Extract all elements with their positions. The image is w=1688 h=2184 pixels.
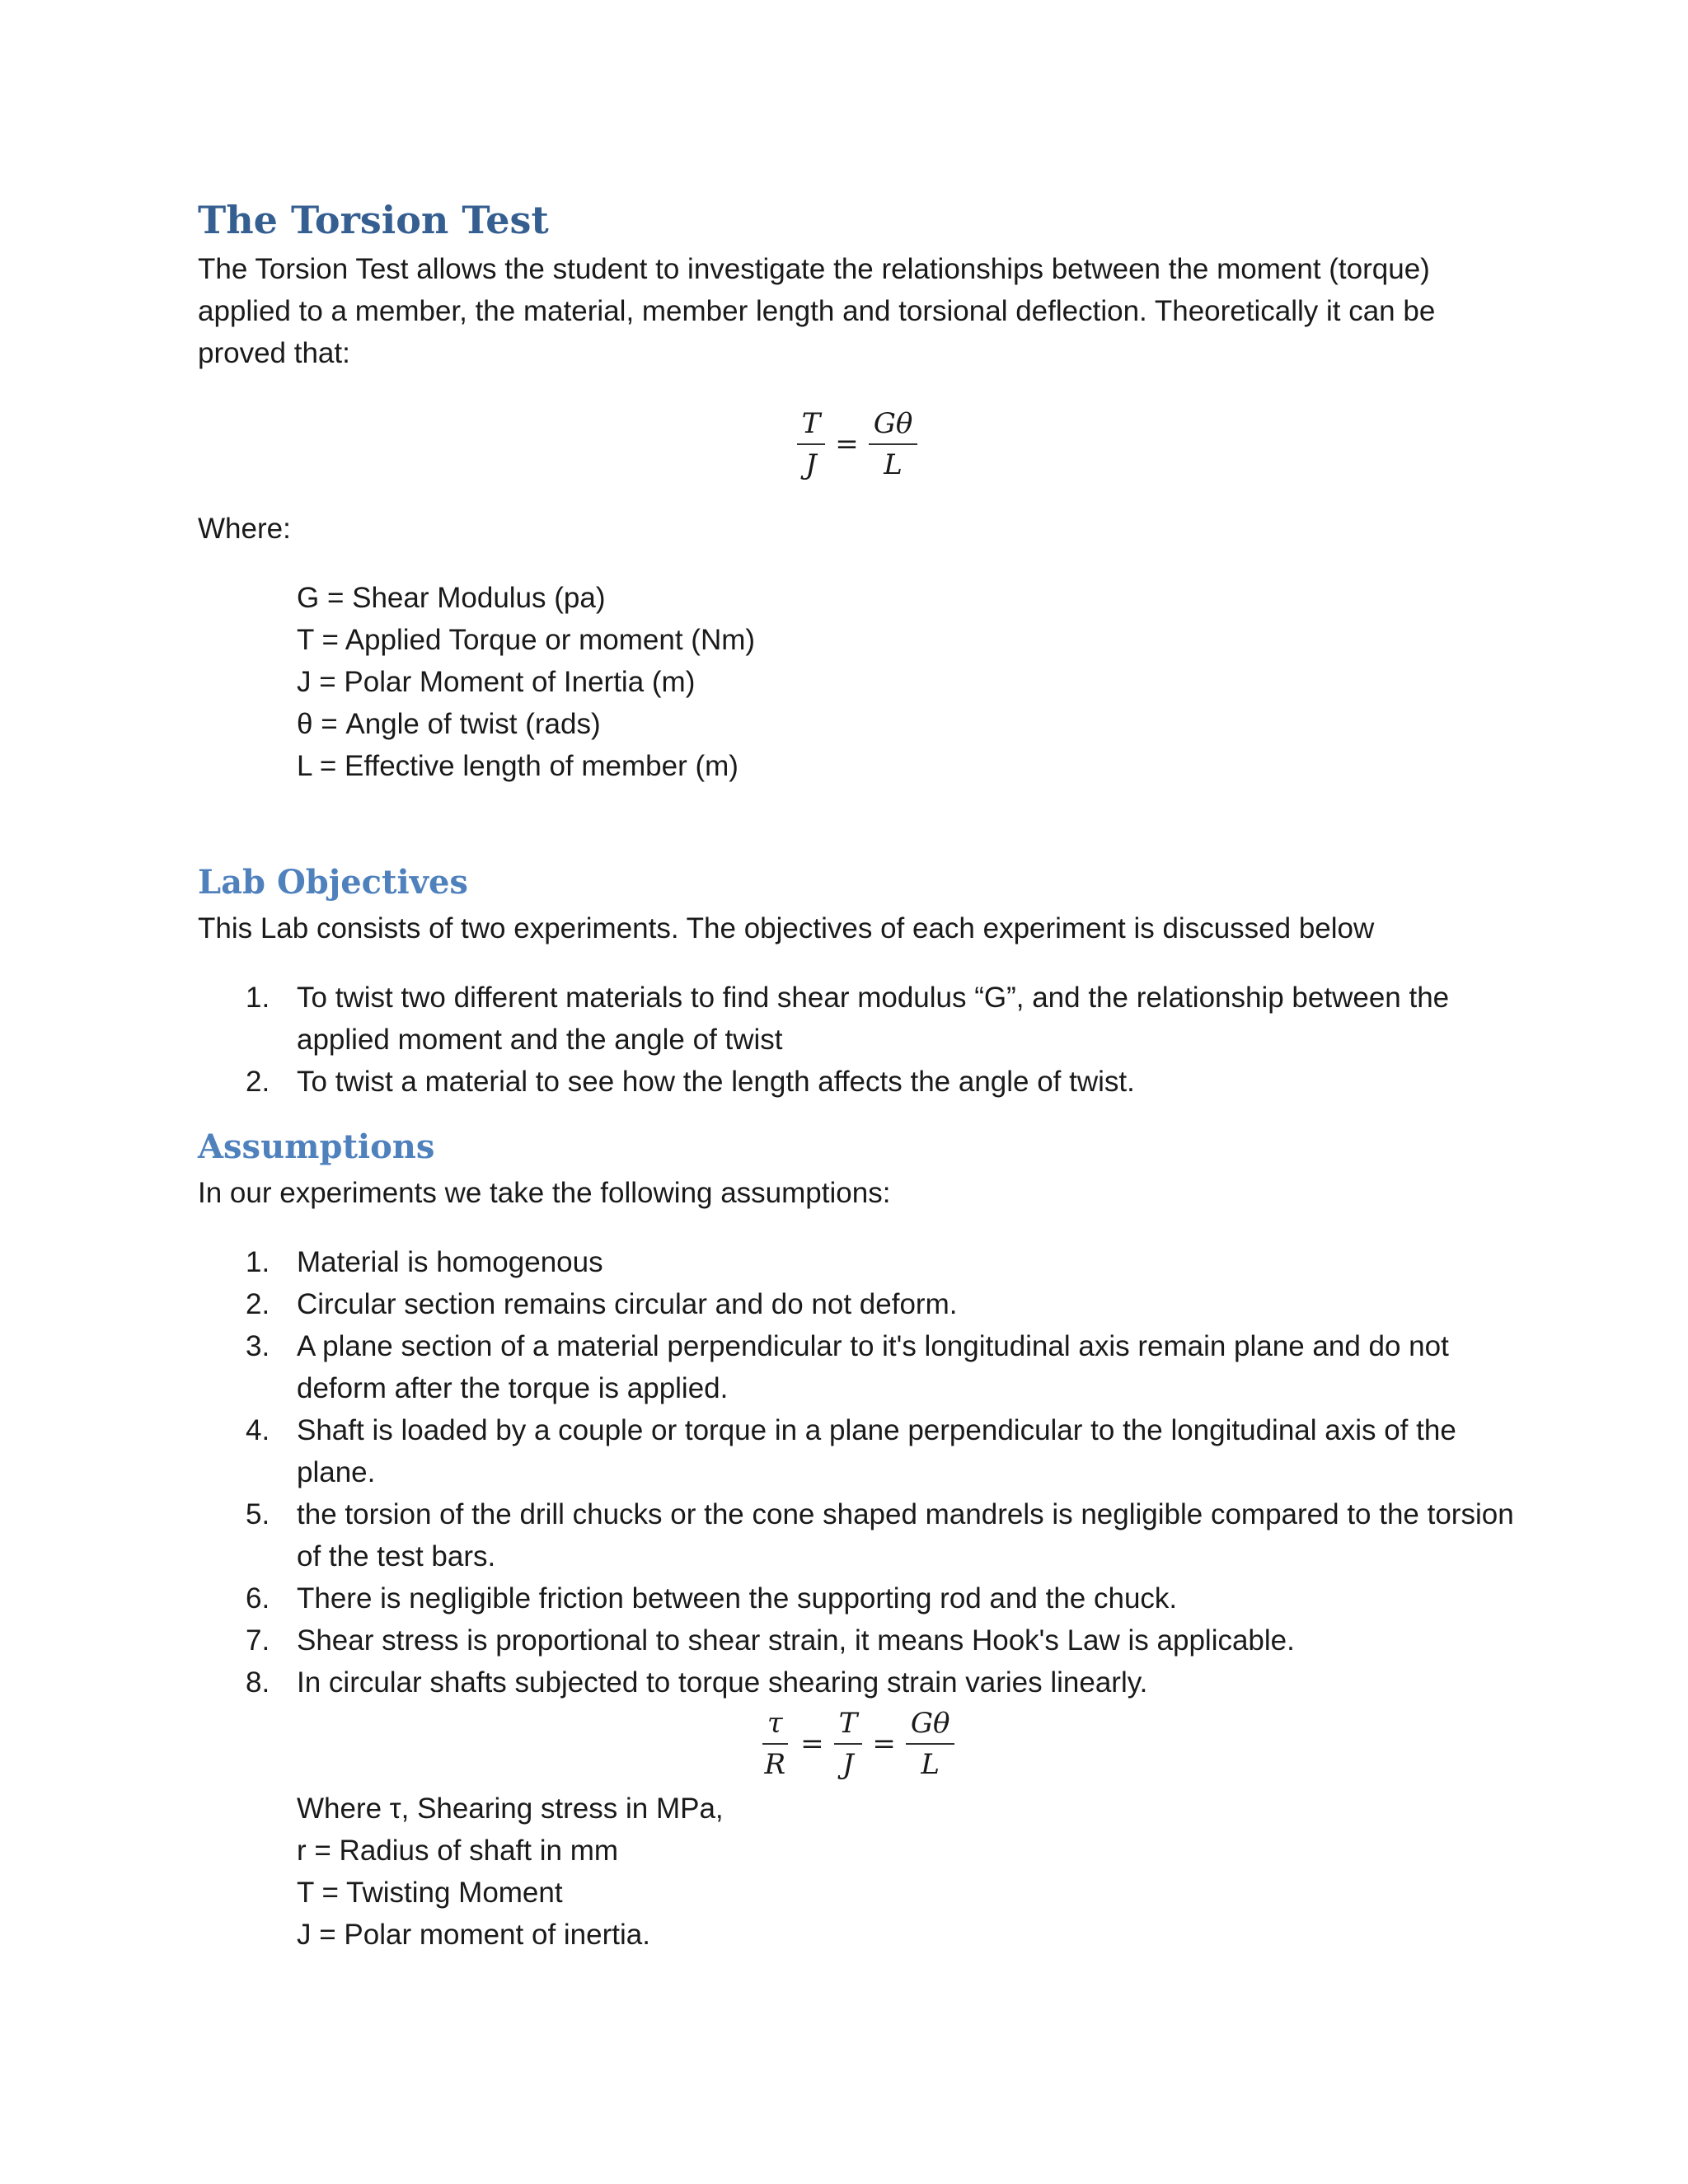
fraction-gtheta-over-l — [906, 1705, 955, 1783]
torsion-equation — [198, 399, 1517, 490]
list-number: 6. — [246, 1582, 270, 1615]
list-item — [198, 1661, 1517, 1704]
document-page — [198, 165, 1517, 1956]
definition-item: Where τ, Shearing stress in MPa, — [297, 1793, 724, 1825]
shear-stress-equation — [198, 1704, 1517, 1784]
numerator: T — [797, 405, 826, 445]
equals-sign: = — [835, 428, 859, 462]
numerator: Gθ — [869, 405, 918, 445]
definition-item: J = Polar moment of inertia. — [297, 1919, 650, 1952]
list-number: 4. — [246, 1414, 270, 1447]
list-text: To twist a material to see how the length affects the angle of twist. — [297, 1066, 1135, 1099]
list-item — [198, 1619, 1517, 1661]
list-number: 3. — [246, 1330, 270, 1363]
denominator: L — [921, 1748, 940, 1782]
denominator: R — [764, 1748, 786, 1782]
intro-paragraph: The Torsion Test allows the student to investigate the relationships between the moment (torque) applied to a member, the material, member length and torsional deflection. Theoretically it can be proved that: — [198, 253, 1436, 370]
equals-sign: = — [872, 1727, 896, 1761]
denominator: J — [805, 448, 817, 482]
section-heading-lab-objectives: Lab Objectives — [198, 863, 468, 902]
definition-item: T = Twisting Moment — [297, 1877, 563, 1910]
variable-definitions — [297, 577, 1517, 787]
list-item — [198, 1061, 1517, 1103]
definition-item: J = Polar Moment of Inertia (m) — [297, 666, 696, 699]
equation-definitions — [297, 1788, 1517, 1956]
list-text: Shear stress is proportional to shear strain, it means Hook's Law is applicable. — [297, 1624, 1295, 1657]
list-text: To twist two different materials to find shear modulus “G”, and the relationship between the applied moment and the angle of twist — [297, 982, 1450, 1057]
list-text: There is negligible friction between the supporting rod and the chuck. — [297, 1582, 1178, 1615]
list-number: 2. — [246, 1066, 270, 1099]
list-item — [198, 1283, 1517, 1325]
list-item — [198, 1409, 1517, 1493]
list-text: A plane section of a material perpendicular to it's longitudinal axis remain plane and do not deform after the torque is applied. — [297, 1330, 1449, 1405]
definition-item: r = Radius of shaft in mm — [297, 1835, 619, 1868]
numerator: Gθ — [906, 1705, 955, 1745]
list-number: 5. — [246, 1498, 270, 1531]
list-item — [198, 1241, 1517, 1283]
fraction-gtheta-over-l — [869, 405, 918, 483]
list-number: 8. — [246, 1666, 270, 1699]
objectives-list — [198, 977, 1517, 1103]
denominator: L — [884, 448, 903, 482]
where-label: Where: — [198, 513, 291, 546]
objectives-intro: This Lab consists of two experiments. The objectives of each experiment is discussed below — [198, 912, 1375, 945]
definition-item: θ = Angle of twist (rads) — [297, 708, 601, 741]
list-text: In circular shafts subjected to torque shearing strain varies linearly. — [297, 1666, 1148, 1699]
assumptions-list — [198, 1241, 1517, 1704]
fraction-t-over-j — [797, 405, 826, 483]
section-heading-assumptions: Assumptions — [198, 1127, 435, 1167]
definition-item: T = Applied Torque or moment (Nm) — [297, 624, 756, 657]
list-item — [198, 1493, 1517, 1577]
equals-sign: = — [800, 1727, 824, 1761]
definition-item: G = Shear Modulus (pa) — [297, 582, 606, 615]
list-text: Material is homogenous — [297, 1246, 603, 1279]
list-item — [198, 1577, 1517, 1619]
assumptions-intro: In our experiments we take the following assumptions: — [198, 1177, 891, 1210]
fraction-tau-over-r — [760, 1705, 791, 1783]
list-item — [198, 1325, 1517, 1409]
list-text: Shaft is loaded by a couple or torque in a plane perpendicular to the longitudinal axis of the plane. — [297, 1414, 1456, 1489]
list-number: 2. — [246, 1288, 270, 1321]
list-text: Circular section remains circular and do not deform. — [297, 1288, 958, 1321]
fraction-t-over-j — [834, 1705, 863, 1783]
definition-item: L = Effective length of member (m) — [297, 750, 738, 783]
numerator: τ — [762, 1705, 788, 1745]
denominator: J — [842, 1748, 854, 1782]
list-text: the torsion of the drill chucks or the cone shaped mandrels is negligible compared to the torsion of the test bars. — [297, 1498, 1514, 1573]
page-title: The Torsion Test — [198, 198, 549, 242]
list-number: 7. — [246, 1624, 270, 1657]
numerator: T — [834, 1705, 863, 1745]
list-number: 1. — [246, 1246, 270, 1279]
list-number: 1. — [246, 982, 270, 1015]
list-item — [198, 977, 1517, 1061]
